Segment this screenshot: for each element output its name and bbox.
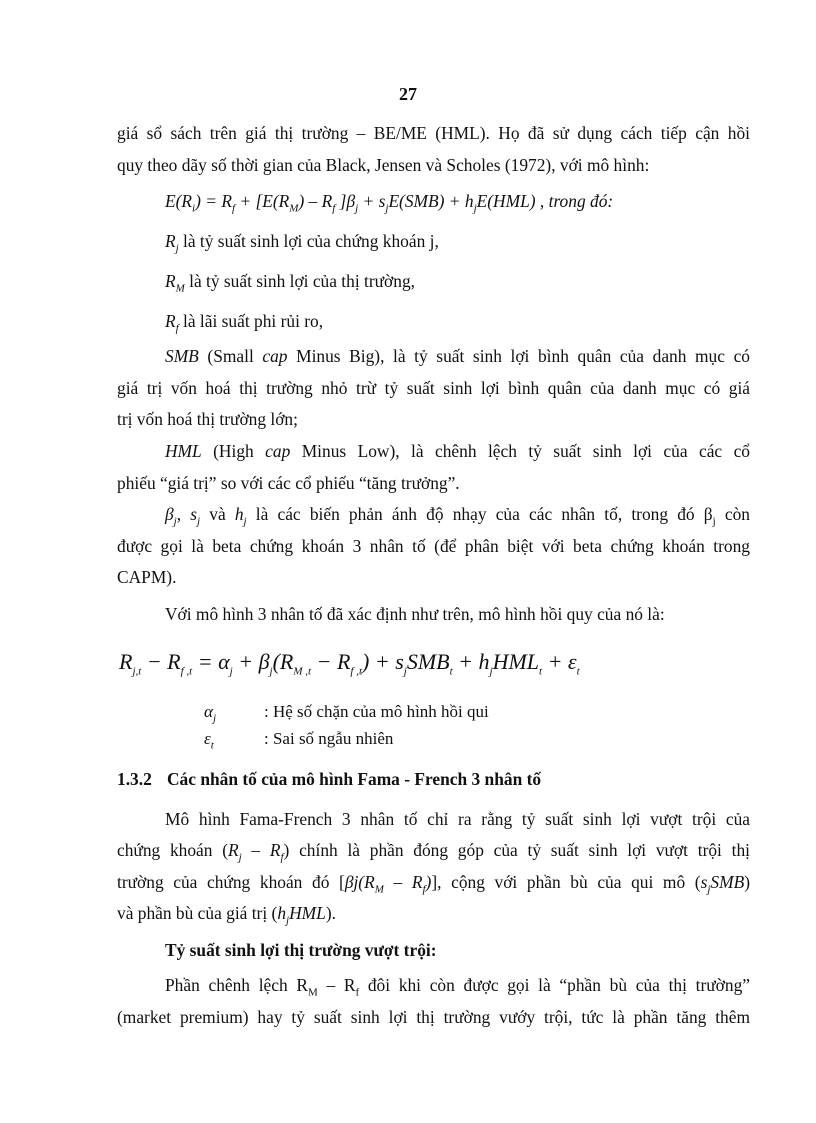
page-body [117,118,750,1033]
definition-rm: $R_M$ là tỷ suất sinh lợi của thị trường, [165,271,415,295]
sub-heading: Tỷ suất sinh lợi thị trường vượt trội: [165,939,437,960]
paragraph-line: trị vốn hoá thị trường lớn; [117,409,298,430]
page-number: 27 [399,84,417,104]
formula-expected-return: $E(R_i) = R_f + [E(R_M) - R_f$ ]$\beta_j + s_jE(SMB) + h_jE(HML)$ , trong đó: [165,191,614,215]
legend-epsilon: $\varepsilon_t$ : Sai số ngẫu nhiên [204,728,394,752]
paragraph-line: CAPM). [117,567,177,588]
paragraph-line: Mô hình Fama-French 3 nhân tố chỉ ra rằng tỷ suất sinh lợi vượt trội của [165,808,750,829]
paragraph-line: quy theo dãy số thời gian của Black, Jensen và Scholes (1972), với mô hình: [117,154,650,175]
paragraph-line: và phần bù của giá trị $(h_jHML)$. [117,903,336,927]
formula-regression: $R_{j,t} - R_{f ,t} = \alpha_j + \beta_j(R_{M ,t} - R_{f ,t}) + s_jSMB_t + h_jHML_t + \varepsilon_t$ [119,648,580,678]
definition-smb: SMB (Small cap Minus Big), là tỷ suất sinh lợi bình quân của danh mục có [165,346,750,367]
legend-alpha: $\alpha_j$ : Hệ số chặn của mô hình hồi qui [204,701,489,725]
paragraph-line: (market premium) hay tỷ suất sinh lợi thị trường vướy trội, tức là phần tăng thêm [117,1006,750,1027]
paragraph-line: phiếu “giá trị” so với các cổ phiếu “tăng trưởng”. [117,472,460,493]
paragraph-line: giá trị vốn hoá thị trường nhỏ trừ tỷ suất sinh lợi bình quân của danh mục có giá [117,377,750,398]
paragraph-line: Với mô hình 3 nhân tố đã xác định như trên, mô hình hồi quy của nó là: [165,603,665,624]
paragraph-line: trường của chứng khoán đó $[\beta j(R_M - R_f)]$, cộng với phần bù của qui mô $(s_jSMB)$ [117,871,751,896]
definition-rf: $R_f$ là lãi suất phi rủi ro, [165,311,324,335]
definition-hml: HML (High cap Minus Low), là chênh lệch tỷ suất sinh lợi của các cổ [165,440,750,461]
definition-betas: $\beta_j$, $s_j$ và $h_j$ là các biến phản ánh độ nhạy của các nhân tố, trong đó $\beta_j$ còn [165,504,750,528]
paragraph-line: được gọi là beta chứng khoán 3 nhân tố (để phân biệt với beta chứng khoán trong [117,535,750,556]
definition-rj: $R_j$ là tỷ suất sinh lợi của chứng khoán j, [165,231,439,255]
paragraph-line: giá sổ sách trên giá thị trường – BE/ME (HML). Họ đã sử dụng cách tiếp cận hồi [117,123,750,143]
section-heading: 1.3.2 Các nhân tố của mô hình Fama - French 3 nhân tố [117,768,542,789]
paragraph-line: Phần chênh lệch $R_M - R_f$ đôi khi còn được gọi là “phần bù của thị trường” [165,974,750,999]
paragraph-line: chứng khoán $(R_j - R_f)$ chính là phần đóng góp của tỷ suất sinh lợi vượt trội thị [117,840,750,864]
